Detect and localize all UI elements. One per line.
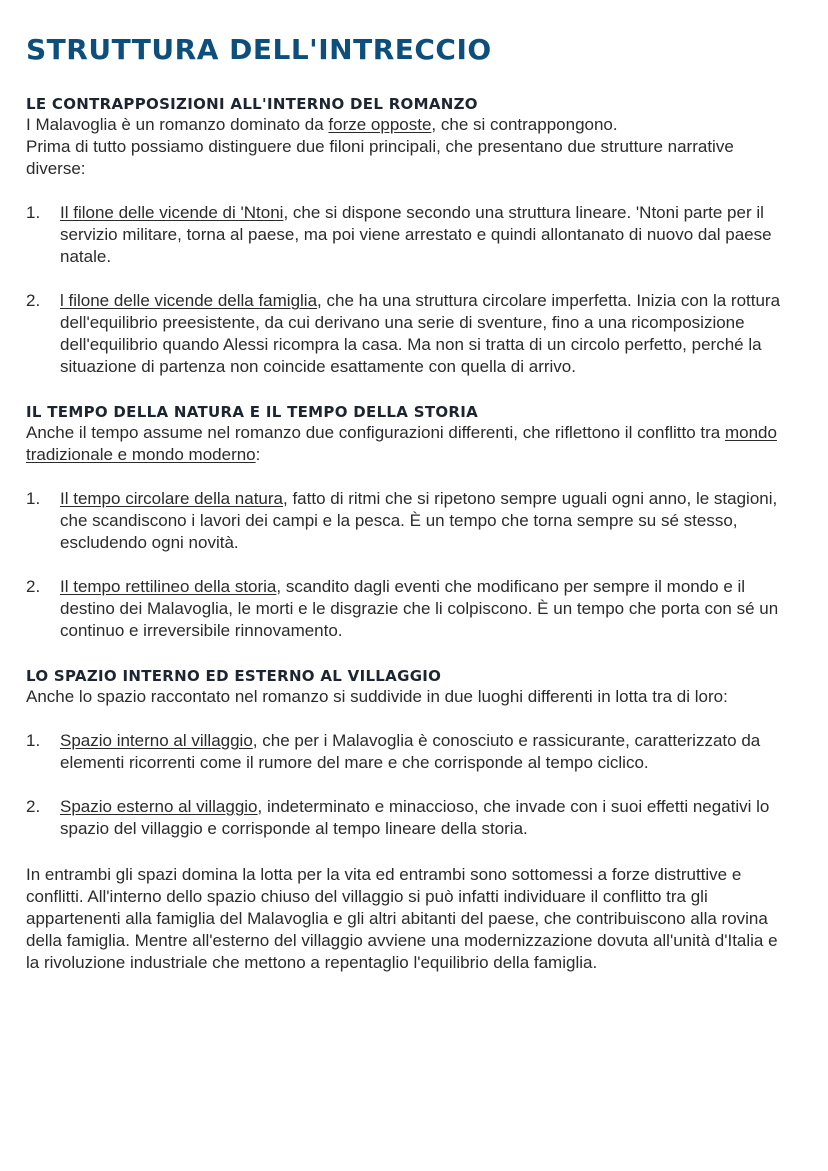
numbered-list xyxy=(26,488,792,642)
list-number: 1. xyxy=(26,731,41,750)
section-intro: Anche il tempo assume nel romanzo due configurazioni differenti, che riflettono il conflitto tra mondo tradizionale e mondo moderno: xyxy=(26,423,777,464)
list-number: 2. xyxy=(26,291,41,310)
section-intro-2: Prima di tutto possiamo distinguere due filoni principali, che presentano due strutture narrative diverse: xyxy=(26,137,734,178)
numbered-list xyxy=(26,202,792,378)
list-item: 2. Il tempo rettilineo della storia, scandito dagli eventi che modificano per sempre il mondo e il destino dei Malavoglia, le morti e le disgrazie che li colpiscono. È un tempo che porta con sé un continuo e irreversibile rinnovamento. xyxy=(26,577,779,640)
list-item: 1. Il filone delle vicende di 'Ntoni, che si dispone secondo una struttura lineare. 'Ntoni parte per il servizio militare, torna al paese, ma poi viene arrestato e quindi allontanato di nuovo dal paese natale. xyxy=(26,203,772,266)
section-contrapposizioni xyxy=(26,94,792,378)
underlined-text: Il tempo rettilineo della storia xyxy=(60,577,277,596)
list-item: 2. Spazio esterno al villaggio, indeterminato e minaccioso, che invade con i suoi effetti negativi lo spazio del villaggio e corrisponde al tempo lineare della storia. xyxy=(26,797,770,838)
list-number: 1. xyxy=(26,489,41,508)
section-intro: I Malavoglia è un romanzo dominato da forze opposte, che si contrappongono. xyxy=(26,115,618,134)
section-heading: LO SPAZIO INTERNO ED ESTERNO AL VILLAGGIO xyxy=(26,667,442,685)
section-intro: Anche lo spazio raccontato nel romanzo si suddivide in due luoghi differenti in lotta tra di loro: xyxy=(26,687,728,706)
underlined-text: forze opposte xyxy=(328,115,432,134)
underlined-text: mondo tradizionale e mondo moderno xyxy=(26,423,777,464)
list-number: 2. xyxy=(26,577,41,596)
list-number: 2. xyxy=(26,797,41,816)
section-tempo xyxy=(26,402,792,642)
underlined-text: Spazio interno al villaggio xyxy=(60,731,253,750)
underlined-text: Spazio esterno al villaggio xyxy=(60,797,258,816)
document-title: STRUTTURA DELL'INTRECCIO xyxy=(26,33,492,66)
list-item: 1. Il tempo circolare della natura, fatto di ritmi che si ripetono sempre uguali ogni anno, le stagioni, che scandiscono i lavori dei campi e la pesca. È un tempo che torna sempre su sé stesso, escludendo ogni novità. xyxy=(26,489,778,552)
section-spazio xyxy=(26,666,792,840)
numbered-list xyxy=(26,730,792,840)
underlined-text: Il tempo circolare della natura xyxy=(60,489,284,508)
closing-paragraph: In entrambi gli spazi domina la lotta per la vita ed entrambi sono sottomessi a forze distruttive e conflitti. All'interno dello spazio chiuso del villaggio si può infatti individuare il conflitto tra gli appartenenti alla famiglia del Malavoglia e gli altri abitanti del paese, che contribuiscono alla rovina della famiglia. Mentre all'esterno del villaggio avviene una modernizzazione dovuta all'unità d'Italia e la rivoluzione industriale che mettono a repentaglio l'equilibrio della famiglia. xyxy=(26,865,778,972)
list-item: 1. Spazio interno al villaggio, che per i Malavoglia è conosciuto e rassicurante, caratterizzato da elementi ricorrenti come il rumore del mare e che corrisponde al tempo ciclico. xyxy=(26,731,761,772)
underlined-text: Il filone delle vicende di 'Ntoni xyxy=(60,203,284,222)
underlined-text: l filone delle vicende della famiglia xyxy=(60,291,318,310)
list-item: 2. l filone delle vicende della famiglia, che ha una struttura circolare imperfetta. Inizia con la rottura dell'equilibrio preesistente, da cui derivano una serie di sventure, fino a una ricomposizione dell'equilibrio quando Alessi ricompra la casa. Ma non si tratta di un circolo perfetto, perché la situazione di partenza non coincide esattamente con quella di arrivo. xyxy=(26,291,781,376)
section-heading: IL TEMPO DELLA NATURA E IL TEMPO DELLA STORIA xyxy=(26,403,479,421)
list-number: 1. xyxy=(26,203,41,222)
section-heading: LE CONTRAPPOSIZIONI ALL'INTERNO DEL ROMANZO xyxy=(26,95,478,113)
